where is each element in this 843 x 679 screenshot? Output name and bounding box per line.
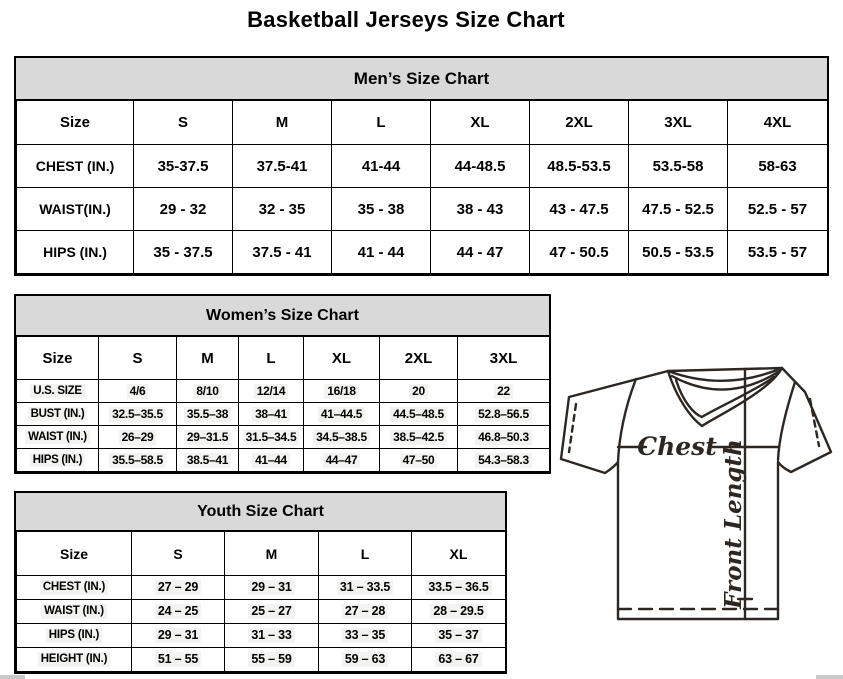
highlighted-text: 55 – 59 xyxy=(248,652,294,668)
measure-value: 29 - 32 xyxy=(134,188,233,231)
highlighted-text: 59 – 63 xyxy=(342,652,388,668)
size-column-header: 2XL xyxy=(530,101,629,145)
size-column-header: XL xyxy=(412,532,506,576)
size-corner-header: Size xyxy=(17,101,134,145)
front-length-label: Front Length xyxy=(720,439,747,609)
size-column-header: XL xyxy=(304,337,380,380)
highlighted-text: 52.8–56.5 xyxy=(475,407,532,422)
measure-value: 41 - 44 xyxy=(332,231,431,274)
highlighted-text: 31 – 33 xyxy=(248,628,294,644)
measure-value: 47 - 50.5 xyxy=(530,231,629,274)
size-column-header: M xyxy=(177,337,239,380)
highlighted-text: 27 – 28 xyxy=(342,604,388,620)
highlighted-text: 54.3–58.3 xyxy=(475,453,532,468)
highlighted-text: 38.5–41 xyxy=(184,453,231,468)
measure-value xyxy=(412,600,506,624)
table-row xyxy=(17,188,828,231)
measure-value xyxy=(132,600,225,624)
highlighted-text: CHEST (IN.) xyxy=(40,580,108,594)
highlighted-text: 24 – 25 xyxy=(155,604,201,620)
measure-value: 37.5 - 41 xyxy=(233,231,332,274)
measure-value xyxy=(380,449,458,472)
highlighted-text: 31 – 33.5 xyxy=(337,580,393,596)
measure-value: 44-48.5 xyxy=(431,145,530,188)
highlighted-text: 4/6 xyxy=(127,384,149,399)
jersey-measurement-diagram xyxy=(553,352,843,632)
highlighted-text: 44.5–48.5 xyxy=(390,407,447,422)
jersey-outline-shape xyxy=(561,368,831,619)
table-row xyxy=(17,648,506,672)
womens-chart-header: Women’s Size Chart xyxy=(16,296,549,336)
measure-value xyxy=(99,403,177,426)
measure-value xyxy=(304,380,380,403)
measure-value: 35 - 38 xyxy=(332,188,431,231)
measure-value xyxy=(412,576,506,600)
table-row xyxy=(17,576,506,600)
highlighted-text: WAIST (IN.) xyxy=(41,604,107,618)
measure-value xyxy=(239,449,304,472)
measure-label xyxy=(17,426,99,449)
measure-label xyxy=(17,648,132,672)
measure-label xyxy=(17,600,132,624)
youth-chart-header: Youth Size Chart xyxy=(16,493,505,531)
measure-value xyxy=(304,403,380,426)
measure-value: 47.5 - 52.5 xyxy=(629,188,728,231)
mens-size-table xyxy=(16,100,828,274)
measure-value: 32 - 35 xyxy=(233,188,332,231)
table-row xyxy=(17,403,550,426)
highlighted-text: U.S. SIZE xyxy=(30,384,84,398)
measure-value xyxy=(225,600,319,624)
measure-value xyxy=(177,449,239,472)
measure-value: 35-37.5 xyxy=(134,145,233,188)
measure-value: 43 - 47.5 xyxy=(530,188,629,231)
highlighted-text: 16/18 xyxy=(324,384,359,399)
size-column-header: S xyxy=(132,532,225,576)
youth-size-chart xyxy=(14,491,507,674)
highlighted-text: 63 – 67 xyxy=(435,652,481,668)
highlighted-text: HIPS (IN.) xyxy=(46,628,102,642)
highlighted-text: 51 – 55 xyxy=(155,652,201,668)
mens-size-chart xyxy=(14,56,829,276)
mens-chart-header: Men’s Size Chart xyxy=(16,58,827,100)
measure-value xyxy=(319,624,412,648)
cropped-fragment-right xyxy=(816,675,843,679)
measure-value xyxy=(99,426,177,449)
measure-value xyxy=(99,449,177,472)
measure-label xyxy=(17,449,99,472)
highlighted-text: 38–41 xyxy=(252,407,290,422)
chest-label: Chest xyxy=(637,432,717,461)
measure-value xyxy=(132,648,225,672)
highlighted-text: HEIGHT (IN.) xyxy=(38,652,111,666)
measure-value xyxy=(177,403,239,426)
table-row xyxy=(17,380,550,403)
measure-label: CHEST (IN.) xyxy=(17,145,134,188)
highlighted-text: 29 – 31 xyxy=(155,628,201,644)
highlighted-text: 44–47 xyxy=(323,453,361,468)
table-row xyxy=(17,600,506,624)
measure-value xyxy=(412,648,506,672)
measure-value: 53.5 - 57 xyxy=(728,231,828,274)
measure-value xyxy=(319,576,412,600)
measure-value xyxy=(225,624,319,648)
measure-value: 44 - 47 xyxy=(431,231,530,274)
measure-label: HIPS (IN.) xyxy=(17,231,134,274)
measure-value xyxy=(132,576,225,600)
size-corner-header: Size xyxy=(17,337,99,380)
highlighted-text: 33.5 – 36.5 xyxy=(425,580,491,596)
highlighted-text: 31.5–34.5 xyxy=(243,430,300,445)
size-column-header: S xyxy=(134,101,233,145)
measure-value xyxy=(458,449,550,472)
highlighted-text: 41–44.5 xyxy=(318,407,365,422)
measure-value xyxy=(412,624,506,648)
size-column-header: L xyxy=(319,532,412,576)
highlighted-text: 27 – 29 xyxy=(155,580,201,596)
measure-value xyxy=(177,380,239,403)
measure-value: 37.5-41 xyxy=(233,145,332,188)
highlighted-text: 34.5–38.5 xyxy=(313,430,370,445)
measure-value xyxy=(99,380,177,403)
highlighted-text: 35 – 37 xyxy=(435,628,481,644)
size-column-header: M xyxy=(225,532,319,576)
highlighted-text: 29–31.5 xyxy=(184,430,231,445)
measure-value xyxy=(380,380,458,403)
size-column-header: M xyxy=(233,101,332,145)
measure-value xyxy=(177,426,239,449)
highlighted-text: HIPS (IN.) xyxy=(30,453,85,467)
measure-label xyxy=(17,380,99,403)
measure-value xyxy=(304,426,380,449)
measure-value xyxy=(319,648,412,672)
highlighted-text: 32.5–35.5 xyxy=(109,407,166,422)
table-row xyxy=(17,231,828,274)
size-header-row xyxy=(17,337,550,380)
youth-size-table xyxy=(16,531,506,672)
highlighted-text: 26–29 xyxy=(119,430,157,445)
measure-value: 48.5-53.5 xyxy=(530,145,629,188)
measure-value: 41-44 xyxy=(332,145,431,188)
highlighted-text: 35.5–58.5 xyxy=(109,453,166,468)
highlighted-text: 20 xyxy=(409,384,428,399)
measure-value xyxy=(304,449,380,472)
highlighted-text: 12/14 xyxy=(254,384,289,399)
table-row xyxy=(17,624,506,648)
measure-value: 52.5 - 57 xyxy=(728,188,828,231)
size-column-header: XL xyxy=(431,101,530,145)
measure-value xyxy=(380,403,458,426)
measure-label xyxy=(17,403,99,426)
size-column-header: 3XL xyxy=(458,337,550,380)
size-column-header: L xyxy=(332,101,431,145)
size-column-header: 2XL xyxy=(380,337,458,380)
highlighted-text: 25 – 27 xyxy=(248,604,294,620)
highlighted-text: BUST (IN.) xyxy=(28,407,88,421)
cropped-fragment-left xyxy=(0,675,25,679)
table-row xyxy=(17,449,550,472)
size-column-header: 3XL xyxy=(629,101,728,145)
womens-size-table xyxy=(16,336,550,472)
measure-value: 53.5-58 xyxy=(629,145,728,188)
highlighted-text: 8/10 xyxy=(193,384,221,399)
measure-value xyxy=(458,380,550,403)
measure-value xyxy=(132,624,225,648)
table-row xyxy=(17,145,828,188)
measure-value xyxy=(380,426,458,449)
highlighted-text: 41–44 xyxy=(252,453,290,468)
size-column-header: L xyxy=(239,337,304,380)
measure-label xyxy=(17,624,132,648)
size-header-row xyxy=(17,101,828,145)
highlighted-text: 22 xyxy=(494,384,513,399)
size-column-header: S xyxy=(99,337,177,380)
highlighted-text: 29 – 31 xyxy=(248,580,294,596)
measure-value xyxy=(239,403,304,426)
table-row xyxy=(17,426,550,449)
highlighted-text: 33 – 35 xyxy=(342,628,388,644)
measure-value xyxy=(239,380,304,403)
measure-value xyxy=(319,600,412,624)
size-column-header: 4XL xyxy=(728,101,828,145)
highlighted-text: 46.8–50.3 xyxy=(475,430,532,445)
highlighted-text: 28 – 29.5 xyxy=(430,604,486,620)
measure-value xyxy=(458,426,550,449)
measure-value xyxy=(458,403,550,426)
womens-size-chart xyxy=(14,294,551,474)
measure-label: WAIST(IN.) xyxy=(17,188,134,231)
highlighted-text: 47–50 xyxy=(400,453,438,468)
size-corner-header: Size xyxy=(17,532,132,576)
measure-label xyxy=(17,576,132,600)
highlighted-text: 35.5–38 xyxy=(184,407,231,422)
highlighted-text: 38.5–42.5 xyxy=(390,430,447,445)
highlighted-text: WAIST (IN.) xyxy=(25,430,90,444)
measure-value: 50.5 - 53.5 xyxy=(629,231,728,274)
measure-value xyxy=(225,576,319,600)
measure-value xyxy=(225,648,319,672)
page-title: Basketball Jerseys Size Chart xyxy=(247,7,565,32)
size-header-row xyxy=(17,532,506,576)
measure-value: 58-63 xyxy=(728,145,828,188)
measure-value: 35 - 37.5 xyxy=(134,231,233,274)
measure-value: 38 - 43 xyxy=(431,188,530,231)
measure-value xyxy=(239,426,304,449)
